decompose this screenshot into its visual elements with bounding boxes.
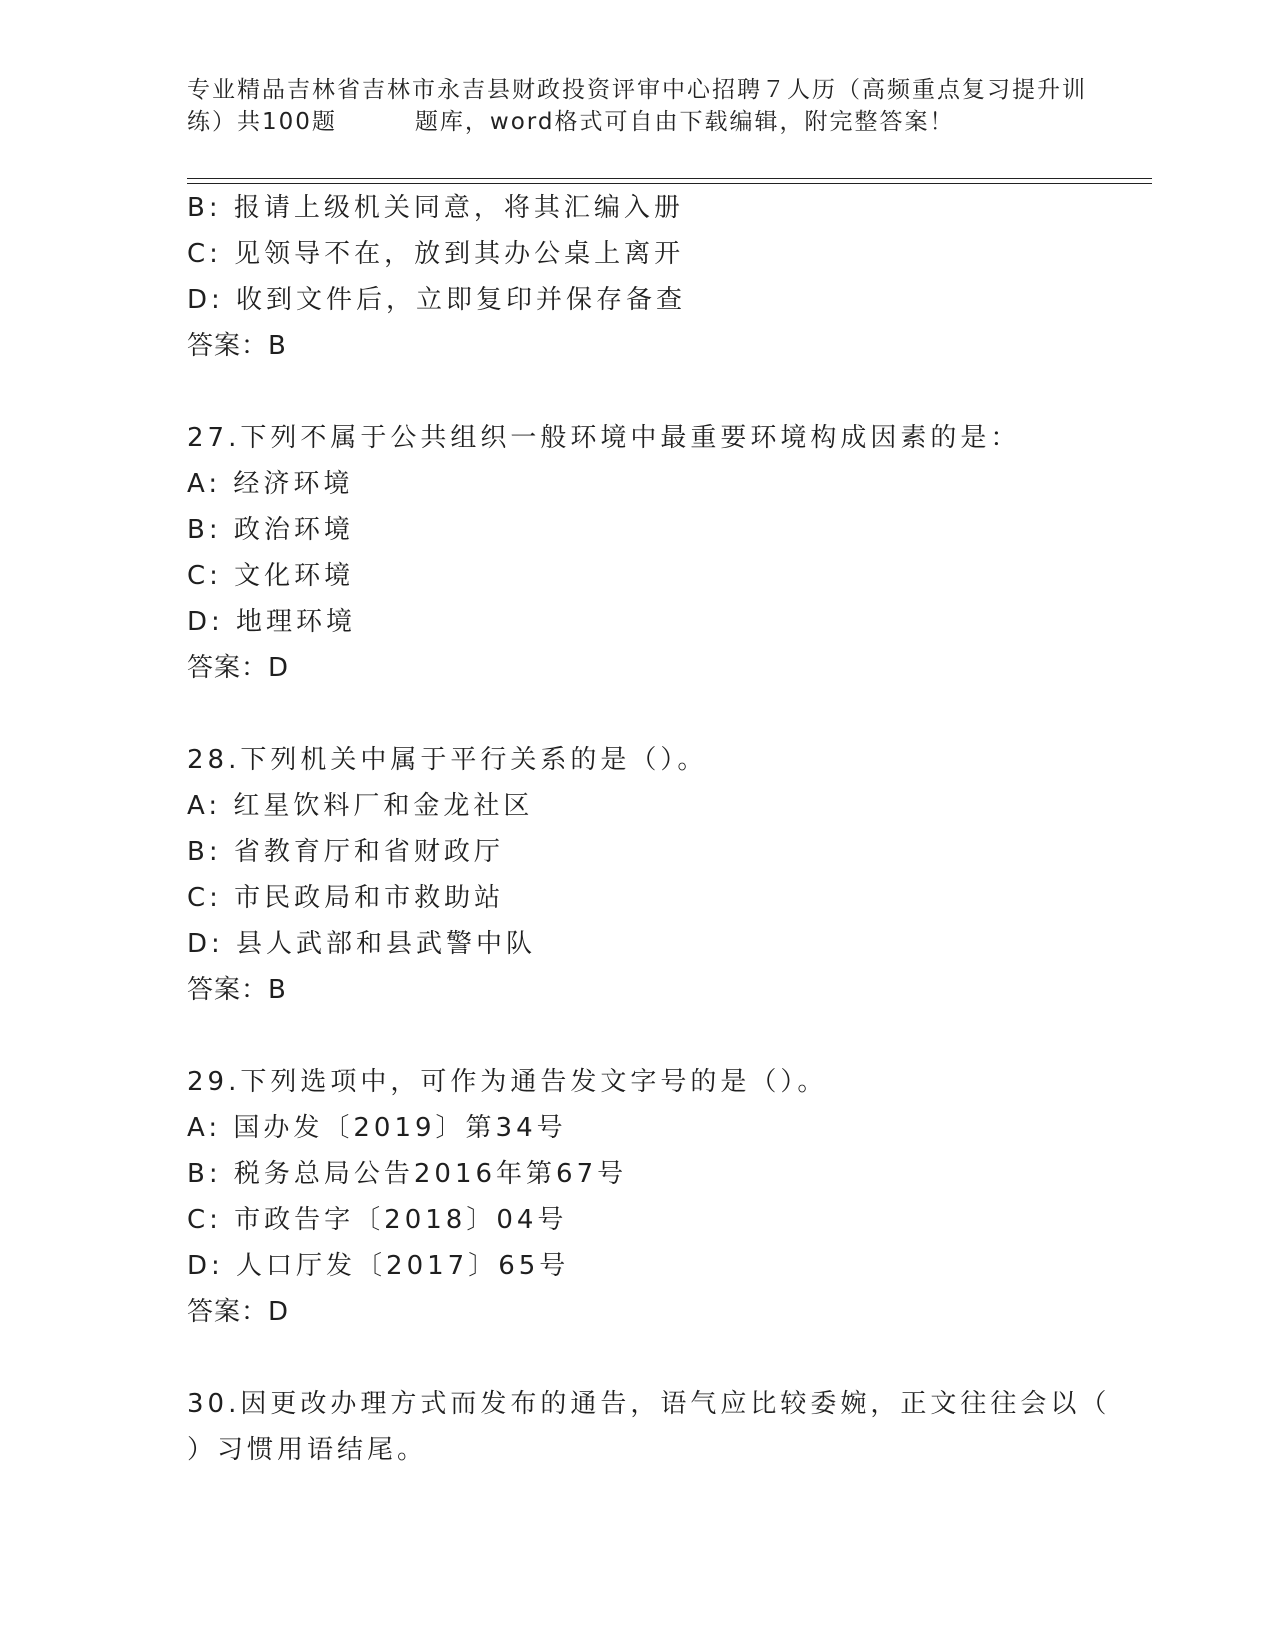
document-header (187, 74, 1087, 138)
option-c: C: 见领导不在，放到其办公桌上离开 (187, 239, 685, 269)
option-b: B: 报请上级机关同意，将其汇编入册 (187, 193, 684, 223)
question-29-answer: 答案：D (187, 1297, 290, 1327)
header-rule-top (187, 178, 1152, 179)
question-29-option-b: B: 税务总局公告2016年第67号 (187, 1159, 628, 1189)
question-29-stem: 29.下列选项中，可作为通告发文字号的是（）。 (187, 1067, 828, 1097)
question-27-option-c: C: 文化环境 (187, 561, 355, 591)
header-line-2 (187, 106, 1087, 138)
header-line-1: 专业精品吉林省吉林市永吉县财政投资评审中心招聘７人历（高频重点复习提升训 (187, 77, 1087, 103)
header-rule-bottom (187, 183, 1152, 184)
question-29-option-a: A: 国办发〔2019〕第34号 (187, 1113, 567, 1143)
question-30-stem-line-2: ）习惯用语结尾。 (187, 1435, 428, 1465)
question-28-answer: 答案：B (187, 975, 287, 1005)
question-28-option-d: D: 县人武部和县武警中队 (187, 929, 537, 959)
question-27-answer: 答案：D (187, 653, 290, 683)
question-list (187, 185, 1147, 1473)
question-28-option-b: B: 省教育厅和省财政厅 (187, 837, 504, 867)
question-27-option-a: A: 经济环境 (187, 469, 354, 499)
question-28-option-c: C: 市民政局和市救助站 (187, 883, 505, 913)
option-d: D: 收到文件后，立即复印并保存备查 (187, 285, 687, 315)
question-27-option-d: D: 地理环境 (187, 607, 357, 637)
question-29-option-d: D: 人口厅发〔2017〕65号 (187, 1251, 570, 1281)
question-29-option-c: C: 市政告字〔2018〕04号 (187, 1205, 568, 1235)
question-28-stem: 28.下列机关中属于平行关系的是（）。 (187, 745, 708, 775)
header-line-2b: 题库，word格式可自由下载编辑，附完整答案！ (414, 109, 955, 135)
question-30-stem-line-1: 30.因更改办理方式而发布的通告，语气应比较委婉，正文往往会以（ (187, 1389, 1111, 1419)
question-28-option-a: A: 红星饮料厂和金龙社区 (187, 791, 534, 821)
question-27-option-b: B: 政治环境 (187, 515, 354, 545)
answer-line: 答案：B (187, 331, 287, 361)
header-line-2a: 练）共100题 (187, 109, 337, 135)
question-27-stem: 27.下列不属于公共组织一般环境中最重要环境构成因素的是： (187, 423, 1021, 453)
